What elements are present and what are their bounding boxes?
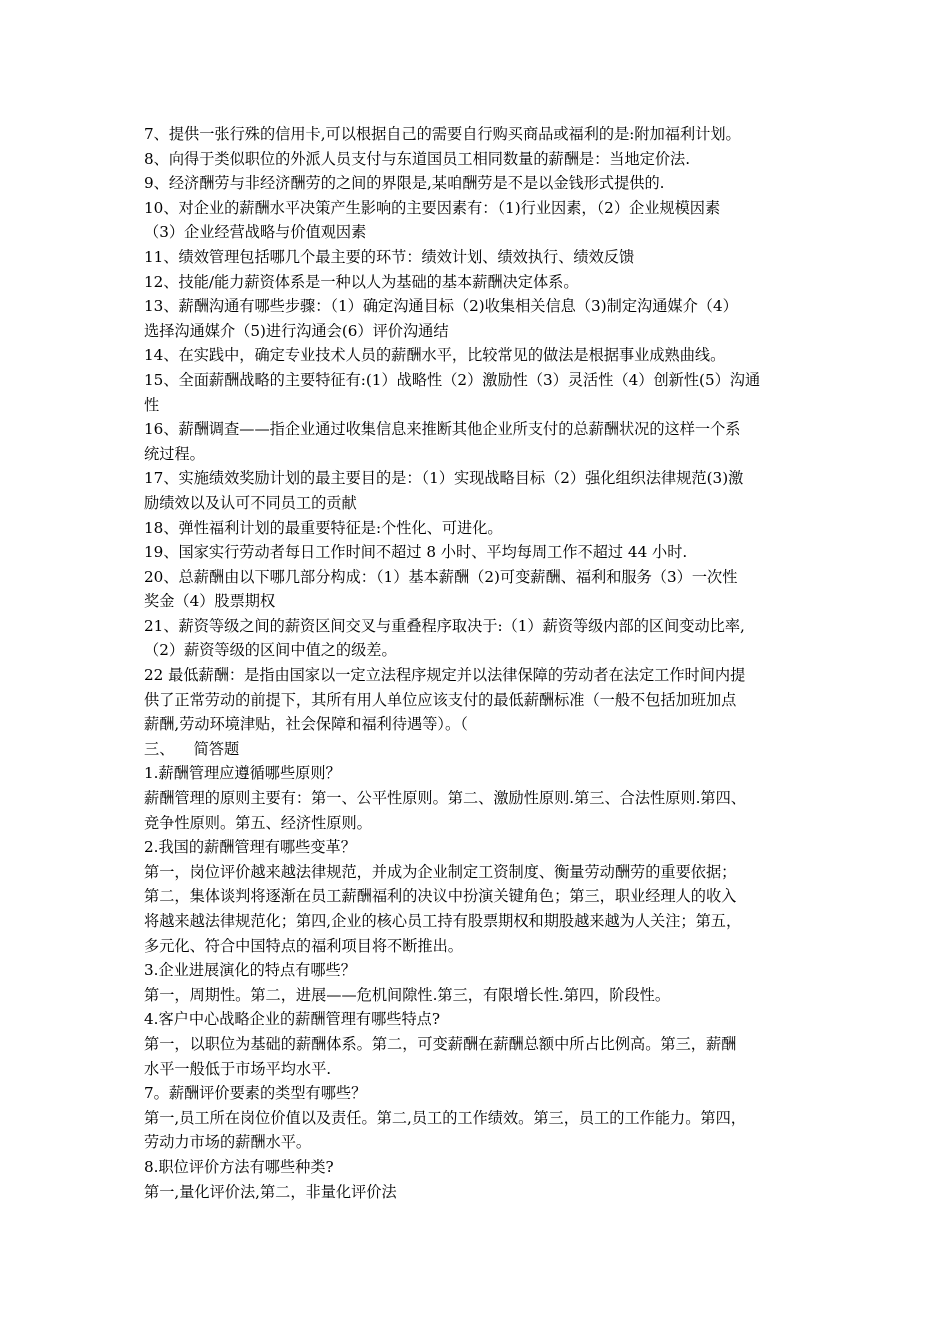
text-line: 19、国家实行劳动者每日工作时间不超过 8 小时、平均每周工作不超过 44 小时. bbox=[144, 543, 688, 562]
text-line: 性 bbox=[144, 395, 160, 414]
text-line: （2）薪资等级的区间中值之的级差。 bbox=[144, 641, 397, 660]
text-line: 7、提供一张行殊的信用卡,可以根据自己的需要自行购买商品或福利的是:附加福利计划。 bbox=[144, 125, 741, 143]
answer-line: 多元化、符合中国特点的福利项目将不断推出。 bbox=[144, 936, 463, 955]
answer-line: 劳动力市场的薪酬水平。 bbox=[144, 1133, 312, 1152]
question-line: 2.我国的薪酬管理有哪些变革？ bbox=[144, 838, 356, 857]
question-line: 3.企业进展演化的特点有哪些？ bbox=[144, 961, 356, 980]
text-line: 9、经济酬劳与非经济酬劳的之间的界限是,某咱酬劳是不是以金钱形式提供的. bbox=[144, 174, 665, 193]
answer-line: 第一，岗位评价越来越法律规范，并成为企业制定工资制度、衡量劳动酬劳的重要依据； bbox=[144, 862, 737, 881]
answer-line: 水平一般低于市场平均水平. bbox=[144, 1059, 332, 1078]
text-line: （3）企业经营战略与价值观因素 bbox=[144, 223, 367, 242]
answer-line: 第一,员工所在岗位价值以及责任。第二,员工的工作绩效。第三，员工的工作能力。第四， bbox=[144, 1108, 746, 1127]
answer-line: 竞争性原则。第五、经济性原则。 bbox=[144, 813, 372, 832]
text-line: 励绩效以及认可不同员工的贡献 bbox=[144, 493, 357, 512]
answer-line: 薪酬管理的原则主要有：第一、公平性原则。第二、激励性原则.第三、合法性原则.第四、 bbox=[144, 789, 746, 808]
answer-line: 第一,量化评价法,第二，非量化评价法 bbox=[144, 1182, 397, 1201]
text-line: 12、技能/能力薪资体系是一种以人为基础的基本薪酬决定体系。 bbox=[144, 272, 579, 291]
text-line: 16、薪酬调查——指企业通过收集信息来推断其他企业所支付的总薪酬状况的这样一个系 bbox=[144, 420, 741, 439]
answer-line: 第一，以职位为基础的薪酬体系。第二，可变薪酬在薪酬总额中所占比例高。第三，薪酬 bbox=[144, 1034, 737, 1053]
section-heading: 三、 简答题 bbox=[144, 739, 240, 758]
text-line: 10、对企业的薪酬水平决策产生影响的主要因素有：（1)行业因素，（2）企业规模因素 bbox=[144, 198, 721, 217]
answer-line: 第二，集体谈判将逐渐在员工薪酬福利的决议中扮演关键角色；第三，职业经理人的收入 bbox=[144, 887, 737, 906]
text-line: 薪酬,劳动环境津贴，社会保障和福利待遇等）。（ bbox=[144, 715, 468, 734]
text-line: 13、薪酬沟通有哪些步骤：（1）确定沟通目标（2)收集相关信息（3)制定沟通媒介（4） bbox=[144, 297, 738, 316]
text-line: 8、向得于类似职位的外派人员支付与东道国员工相同数量的薪酬是：当地定价法. bbox=[144, 149, 691, 168]
question-line: 4.客户中心战略企业的薪酬管理有哪些特点? bbox=[144, 1010, 441, 1029]
answer-line: 第一，周期性。第二，进展——危机间隙性.第三，有限增长性.第四，阶段性。 bbox=[144, 985, 671, 1004]
text-line: 14、在实践中，确定专业技术人员的薪酬水平，比较常见的做法是根据事业成熟曲线。 bbox=[144, 346, 726, 365]
answer-line: 将越来越法律规范化；第四,企业的核心员工持有股票期权和期股越来越为人关注；第五， bbox=[144, 912, 742, 930]
question-line: 8.职位评价方法有哪些种类? bbox=[144, 1157, 334, 1176]
text-line: 11、绩效管理包括哪几个最主要的环节：绩效计划、绩效执行、绩效反馈 bbox=[144, 247, 635, 266]
text-line: 统过程。 bbox=[144, 444, 205, 463]
text-line: 21、薪资等级之间的薪资区间交叉与重叠程序取决于:（1）薪资等级内部的区间变动比率, bbox=[144, 616, 745, 635]
text-line: 22 最低薪酬：是指由国家以一定立法程序规定并以法律保障的劳动者在法定工作时间内提 bbox=[144, 666, 746, 685]
text-line: 奖金（4）股票期权 bbox=[144, 592, 276, 611]
text-line: 17、实施绩效奖励计划的最主要目的是：（1）实现战略目标（2）强化组织法律规范(3)激 bbox=[144, 469, 744, 488]
text-line: 选择沟通媒介（5)进行沟通会(6）评价沟通结 bbox=[144, 321, 449, 340]
text-line: 18、弹性福利计划的最重要特征是:个性化、可进化。 bbox=[144, 518, 503, 537]
text-line: 供了正常劳动的前提下，其所有用人单位应该支付的最低薪酬标准（一般不包括加班加点 bbox=[144, 690, 737, 709]
text-line: 20、总薪酬由以下哪几部分构成：（1）基本薪酬（2)可变薪酬、福利和服务（3）一次性 bbox=[144, 567, 738, 586]
question-line: 7。薪酬评价要素的类型有哪些？ bbox=[144, 1084, 367, 1103]
text-line: 15、全面薪酬战略的主要特征有:(1）战略性（2）激励性（3）灵活性（4）创新性(5）沟通 bbox=[144, 370, 761, 389]
question-line: 1.薪酬管理应遵循哪些原则？ bbox=[144, 764, 341, 783]
